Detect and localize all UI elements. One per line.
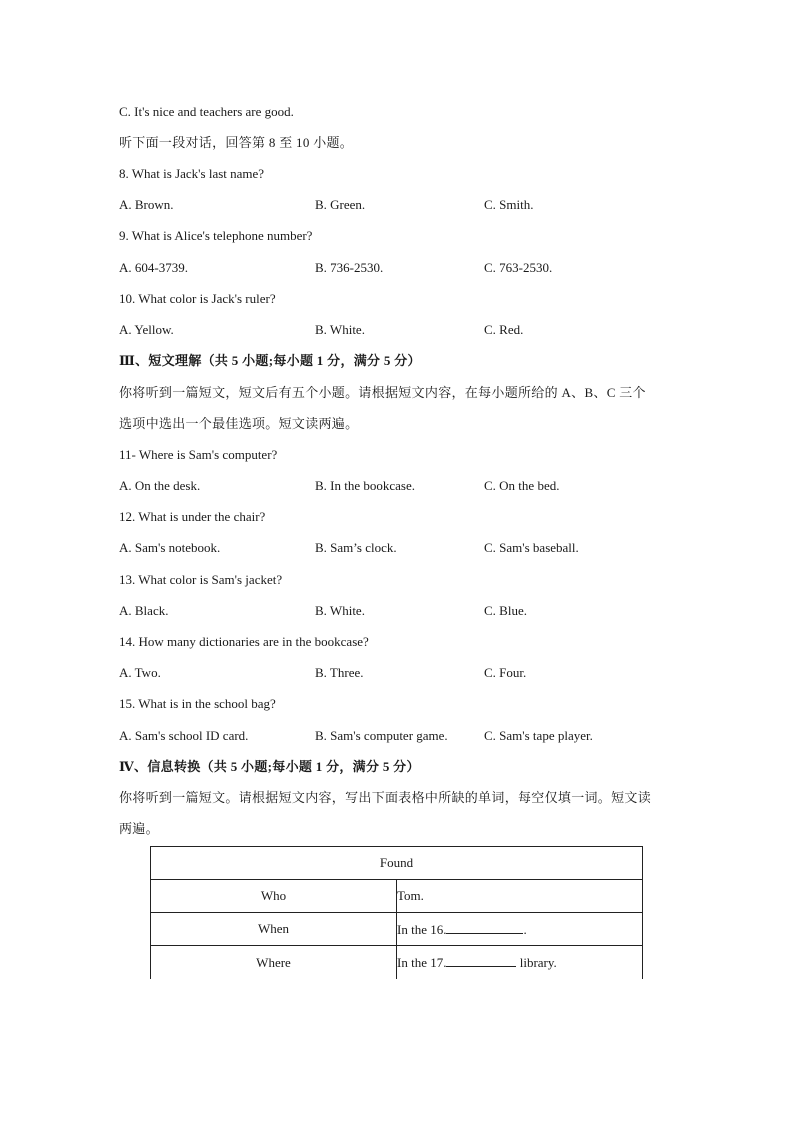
- q9-option-a: A. 604-3739.: [119, 260, 188, 275]
- row-label-who: Who: [151, 880, 397, 913]
- q15-option-b: B. Sam's computer game.: [315, 728, 448, 743]
- question-14: 14. How many dictionaries are in the bookcase?: [119, 634, 369, 649]
- dialogue-instruction: 听下面一段对话，回答第 8 至 10 小题。: [119, 135, 354, 150]
- q11-option-b: B. In the bookcase.: [315, 478, 416, 493]
- table-title-row: [151, 847, 643, 880]
- q12-option-c: C. Sam's baseball.: [484, 540, 579, 555]
- blank-17-suffix: library.: [516, 955, 557, 970]
- section-4-instruction-2: 两遍。: [119, 821, 159, 836]
- table-row: [151, 880, 643, 913]
- row-value-where: [397, 946, 643, 980]
- q13-option-b: B. White.: [315, 603, 365, 618]
- question-8: 8. What is Jack's last name?: [119, 166, 265, 181]
- q10-option-a: A. Yellow.: [119, 322, 174, 337]
- q12-option-b: B. Sam’s clock.: [315, 540, 397, 555]
- q11-option-c: C. On the bed.: [484, 478, 560, 493]
- question-9: 9. What is Alice's telephone number?: [119, 228, 313, 243]
- q13-option-a: A. Black.: [119, 603, 169, 618]
- table-title: Found: [151, 847, 643, 880]
- q8-option-c: C. Smith.: [484, 197, 534, 212]
- q14-option-c: C. Four.: [484, 665, 527, 680]
- row-label-when: When: [151, 913, 397, 946]
- question-12: 12. What is under the chair?: [119, 509, 266, 524]
- q15-option-c: C. Sam's tape player.: [484, 728, 593, 743]
- q13-option-c: C. Blue.: [484, 603, 527, 618]
- q15-option-a: A. Sam's school ID card.: [119, 728, 249, 743]
- question-15: 15. What is in the school bag?: [119, 696, 276, 711]
- answer-blank-16[interactable]: [446, 921, 523, 934]
- section-4-heading: Ⅳ、信息转换（共 5 小题;每小题 1 分，满分 5 分）: [119, 759, 420, 774]
- question-10: 10. What color is Jack's ruler?: [119, 291, 276, 306]
- q14-option-a: A. Two.: [119, 665, 161, 680]
- q10-option-c: C. Red.: [484, 322, 524, 337]
- q8-option-b: B. Green.: [315, 197, 366, 212]
- section-4-instruction-1: 你将听到一篇短文。请根据短文内容，写出下面表格中所缺的单词，每空仅填一词。短文读: [119, 790, 652, 805]
- row-value-who: Tom.: [397, 880, 643, 913]
- blank-17-prefix: In the 17.: [397, 955, 447, 970]
- q14-option-b: B. Three.: [315, 665, 364, 680]
- blank-16-suffix: .: [523, 921, 527, 937]
- section-3-heading: Ⅲ、短文理解（共 5 小题;每小题 1 分，满分 5 分）: [119, 353, 421, 368]
- question-13: 13. What color is Sam's jacket?: [119, 572, 283, 587]
- q9-option-c: C. 763-2530.: [484, 260, 553, 275]
- q9-option-b: B. 736-2530.: [315, 260, 384, 275]
- section-3-instruction-1: 你将听到一篇短文，短文后有五个小题。请根据短文内容，在每小题所给的 A、B、C 三个: [119, 385, 646, 400]
- answer-blank-17[interactable]: [446, 954, 516, 967]
- table-row: [151, 913, 643, 946]
- found-notice-table: [150, 846, 643, 979]
- row-value-when: [397, 913, 643, 946]
- question-11: 11- Where is Sam's computer?: [119, 447, 278, 462]
- q12-option-a: A. Sam's notebook.: [119, 540, 221, 555]
- blank-16-prefix: In the 16.: [397, 921, 447, 937]
- q10-option-b: B. White.: [315, 322, 365, 337]
- q7-option-c: C. It's nice and teachers are good.: [119, 104, 294, 119]
- section-3-instruction-2: 选项中选出一个最佳选项。短文读两遍。: [119, 416, 359, 431]
- q11-option-a: A. On the desk.: [119, 478, 201, 493]
- row-label-where: Where: [151, 946, 397, 980]
- table-row: [151, 946, 643, 980]
- q8-option-a: A. Brown.: [119, 197, 174, 212]
